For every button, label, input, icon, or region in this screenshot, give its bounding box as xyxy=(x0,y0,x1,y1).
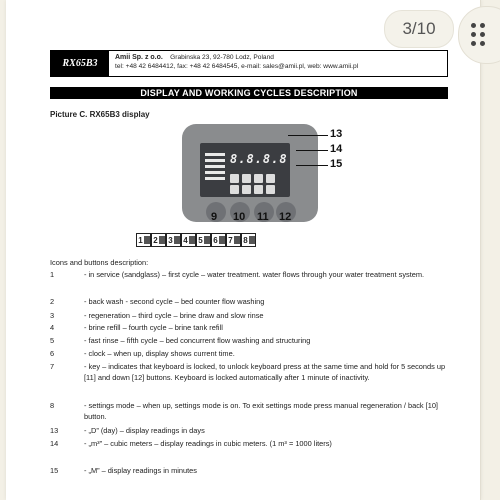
list-item-text: - „D” (day) – display readings in days xyxy=(84,426,205,435)
icon-legend-strip xyxy=(136,233,256,247)
controller-display-image xyxy=(182,124,318,222)
list-item-text: - fast rinse – fifth cycle – bed concurrent flow washing and structuring xyxy=(84,336,311,345)
callout-line-13 xyxy=(288,135,328,136)
list-item-number: 2 xyxy=(50,297,55,306)
callout-15: 15 xyxy=(330,158,343,170)
lcd-screen xyxy=(200,143,290,197)
list-item-number: 13 xyxy=(50,426,59,435)
legend-item-8: 8 xyxy=(241,233,256,247)
callout-14: 14 xyxy=(330,143,343,155)
callout-13: 13 xyxy=(330,128,343,140)
page-counter: 3/10 xyxy=(384,10,454,48)
button-label-9: 9 xyxy=(211,211,218,223)
list-item-number: 15 xyxy=(50,466,59,475)
sandglass-icon xyxy=(144,236,150,244)
document-header xyxy=(50,50,448,77)
company-info xyxy=(109,51,358,76)
list-item-text: - settings mode – when up, settings mode is on. To exit settings mode press manual regeneration / back [10] button. xyxy=(84,401,438,421)
list-item-number: 6 xyxy=(50,349,55,358)
list-item-text: - „m³” – cubic meters – display readings in cubic meters. (1 m³ = 1000 liters) xyxy=(84,439,332,448)
list-item-text: - „M” – display readings in minutes xyxy=(84,466,197,475)
list-item-number: 3 xyxy=(50,311,55,320)
list-item-number: 14 xyxy=(50,439,59,448)
document-page xyxy=(6,0,481,500)
legend-item-5: 5 xyxy=(196,233,211,247)
section-title: DISPLAY AND WORKING CYCLES DESCRIPTION xyxy=(50,87,448,99)
list-item-number: 4 xyxy=(50,323,55,332)
legend-item-2: 2 xyxy=(151,233,166,247)
button-label-12: 12 xyxy=(279,211,292,223)
key-icon xyxy=(234,236,240,244)
brine-refill-icon xyxy=(189,236,195,244)
lcd-status-icons xyxy=(230,174,288,192)
legend-item-1: 1 xyxy=(136,233,151,247)
vertical-dots-icon xyxy=(471,23,495,47)
list-item-text: - brine refill – fourth cycle – brine tank refill xyxy=(84,323,223,332)
legend-item-7: 7 xyxy=(226,233,241,247)
list-item-number: 5 xyxy=(50,336,55,345)
model-logo: RX65B3 xyxy=(51,51,109,76)
fast-rinse-icon xyxy=(204,236,210,244)
list-item-text: - regeneration – third cycle – brine draw and slow rinse xyxy=(84,311,264,320)
list-item-number: 1 xyxy=(50,270,55,279)
list-item-text: - in service (sandglass) – first cycle – water treatment. water flows through your water treatment system. xyxy=(84,270,425,279)
lcd-readout: 8.8.8.8 xyxy=(230,152,288,166)
list-heading: Icons and buttons description: xyxy=(50,258,149,267)
company-address: Grabinska 23, 92-780 Lodz, Poland xyxy=(170,54,274,61)
backwash-icon xyxy=(159,236,165,244)
company-name: Amii Sp. z o.o. xyxy=(115,54,163,61)
company-contact: tel: +48 42 6484412, fax: +48 42 6484545, e-mail: sales@amii.pl, web: www.amii.pl xyxy=(115,63,359,70)
legend-item-4: 4 xyxy=(181,233,196,247)
legend-item-3: 3 xyxy=(166,233,181,247)
list-item-text: - back wash - second cycle – bed counter flow washing xyxy=(84,297,265,306)
picture-title: Picture C. RX65B3 display xyxy=(50,110,150,119)
list-item-text: - clock – when up, display shows current time. xyxy=(84,349,235,358)
settings-icon xyxy=(249,236,255,244)
button-label-10: 10 xyxy=(233,211,246,223)
regeneration-icon xyxy=(174,236,180,244)
legend-item-6: 6 xyxy=(211,233,226,247)
list-item-number: 7 xyxy=(50,362,55,371)
callout-line-14 xyxy=(296,150,328,151)
button-label-11: 11 xyxy=(257,211,269,223)
list-item-text: - key – indicates that keyboard is locked, to unlock keyboard press at the same time and hold for 5 seconds up [11] and down [12] buttons. Keyboard is locked automatically after 1 minute of inactivity. xyxy=(84,362,446,382)
list-item-number: 8 xyxy=(50,401,55,410)
callout-line-15 xyxy=(296,165,328,166)
clock-icon xyxy=(219,236,225,244)
